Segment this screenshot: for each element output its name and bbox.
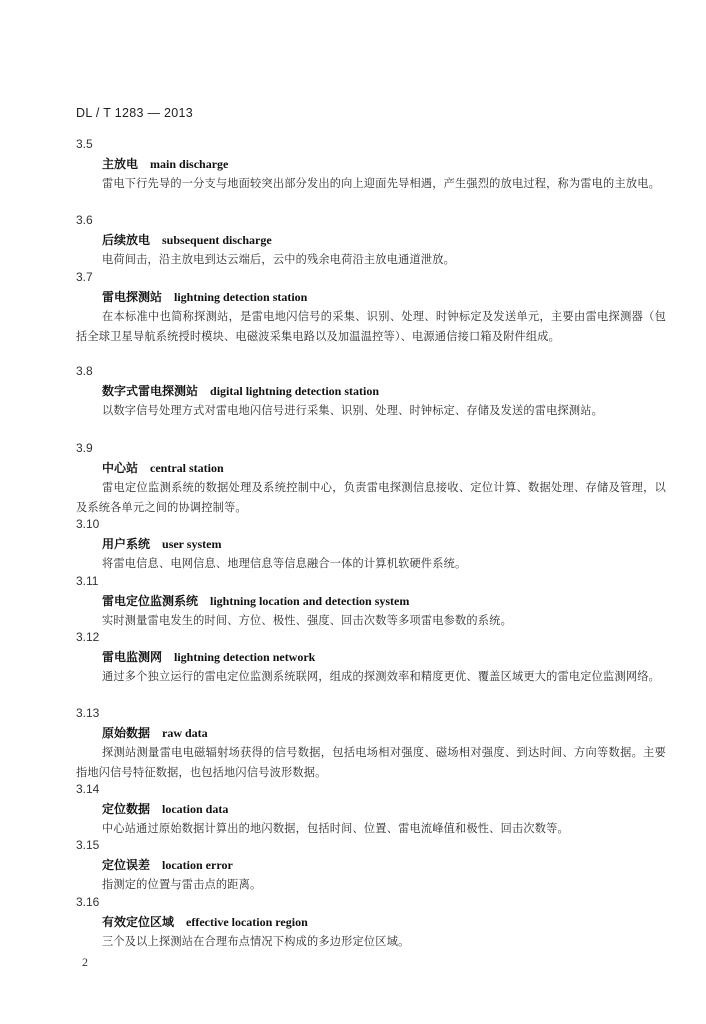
term-definition: 探测站测量雷电电磁辐射场获得的信号数据，包括电场相对强度、磁场相对强度、到达时间、方向等数据。主要指地闪信号特征数据，也包括地闪信号波形数据。 — [76, 746, 666, 779]
term-entry-3-12 — [76, 628, 666, 687]
term-definition: 以数字信号处理方式对雷电地闪信号进行采集、识别、处理、时钟标定、存储及发送的雷电探测站。 — [102, 404, 604, 417]
term-en: main discharge — [150, 157, 229, 171]
term-title — [76, 230, 666, 250]
term-en: effective location region — [186, 915, 308, 929]
clause-number: 3.15 — [76, 838, 100, 852]
term-definition: 雷电定位监测系统的数据处理及系统控制中心，负责雷电探测信息接收、定位计算、数据处理、存储及管理，以及系统各单元之间的协调控制等。 — [76, 481, 666, 514]
term-title — [76, 381, 666, 401]
term-zh: 数字式雷电探测站 — [102, 384, 199, 398]
page-number: 2 — [82, 955, 88, 969]
standard-header: DL / T 1283 — 2013 — [76, 106, 194, 120]
term-title — [76, 591, 666, 611]
term-en: location data — [162, 802, 229, 816]
term-definition: 在本标准中也简称探测站，是雷电地闪信号的采集、识别、处理、时钟标定及发送单元，主要由雷电探测器（包括全球卫星导航系统授时模块、电磁波采集电路以及加温温控等）、电源通信接口箱及附件组成。 — [76, 310, 666, 343]
clause-number: 3.5 — [76, 137, 93, 151]
term-title — [76, 912, 666, 932]
term-title — [76, 647, 666, 667]
term-zh: 雷电定位监测系统 — [102, 594, 199, 608]
term-zh: 后续放电 — [102, 233, 151, 247]
term-en: raw data — [162, 726, 208, 740]
term-title — [76, 534, 666, 554]
term-zh: 有效定位区域 — [102, 915, 175, 929]
term-definition: 通过多个独立运行的雷电定位监测系统联网，组成的探测效率和精度更优、覆盖区域更大的雷电定位监测网络。 — [102, 670, 660, 683]
term-definition: 指测定的位置与雷击点的距离。 — [102, 878, 262, 891]
term-en: lightning detection network — [174, 650, 316, 664]
term-entry-3-5 — [76, 135, 666, 194]
term-en: lightning location and detection system — [210, 594, 410, 608]
term-entry-3-7 — [76, 268, 666, 346]
term-en: central station — [150, 461, 224, 475]
term-entry-3-9 — [76, 439, 666, 517]
term-zh: 定位数据 — [102, 802, 151, 816]
term-en: lightning detection station — [174, 290, 308, 304]
term-title — [76, 458, 666, 478]
clause-number: 3.10 — [76, 517, 100, 531]
term-entry-3-8 — [76, 362, 666, 421]
clause-number: 3.9 — [76, 441, 93, 455]
term-zh: 用户系统 — [102, 537, 151, 551]
clause-number: 3.11 — [76, 574, 99, 588]
term-entry-3-15 — [76, 836, 666, 895]
term-definition: 电荷间击，沿主放电到达云端后，云中的残余电荷沿主放电通道泄放。 — [102, 253, 456, 266]
term-zh: 中心站 — [102, 461, 139, 475]
term-definition: 中心站通过原始数据计算出的地闪数据，包括时间、位置、雷电流峰值和极性、回击次数等。 — [102, 822, 569, 835]
term-en: subsequent discharge — [162, 233, 272, 247]
clause-number: 3.13 — [76, 706, 100, 720]
term-zh: 雷电探测站 — [102, 290, 163, 304]
clause-number: 3.14 — [76, 782, 100, 796]
term-title — [76, 723, 666, 743]
term-zh: 定位误差 — [102, 858, 151, 872]
term-entry-3-16 — [76, 893, 666, 952]
term-title — [76, 154, 666, 174]
term-definition: 将雷电信息、电网信息、地理信息等信息融合一体的计算机软硬件系统。 — [102, 557, 467, 570]
clause-number: 3.8 — [76, 364, 93, 378]
clause-number: 3.16 — [76, 895, 100, 909]
term-title — [76, 799, 666, 819]
term-entry-3-14 — [76, 780, 666, 839]
term-entry-3-10 — [76, 515, 666, 574]
term-entry-3-11 — [76, 572, 666, 631]
term-definition: 三个及以上探测站在合理布点情况下构成的多边形定位区域。 — [102, 935, 410, 948]
term-zh: 雷电监测网 — [102, 650, 163, 664]
term-en: digital lightning detection station — [210, 384, 380, 398]
term-en: user system — [162, 537, 222, 551]
term-zh: 原始数据 — [102, 726, 151, 740]
term-entry-3-13 — [76, 704, 666, 782]
clause-number: 3.7 — [76, 270, 93, 284]
clause-number: 3.12 — [76, 630, 100, 644]
term-title — [76, 287, 666, 307]
term-entry-3-6 — [76, 211, 666, 270]
term-title — [76, 855, 666, 875]
term-definition: 实时测量雷电发生的时间、方位、极性、强度、回击次数等多项雷电参数的系统。 — [102, 614, 512, 627]
term-en: location error — [162, 858, 233, 872]
term-zh: 主放电 — [102, 157, 139, 171]
term-definition: 雷电下行先导的一分支与地面较突出部分发出的向上迎面先导相遇，产生强烈的放电过程，称为雷电的主放电。 — [102, 177, 660, 190]
clause-number: 3.6 — [76, 213, 93, 227]
